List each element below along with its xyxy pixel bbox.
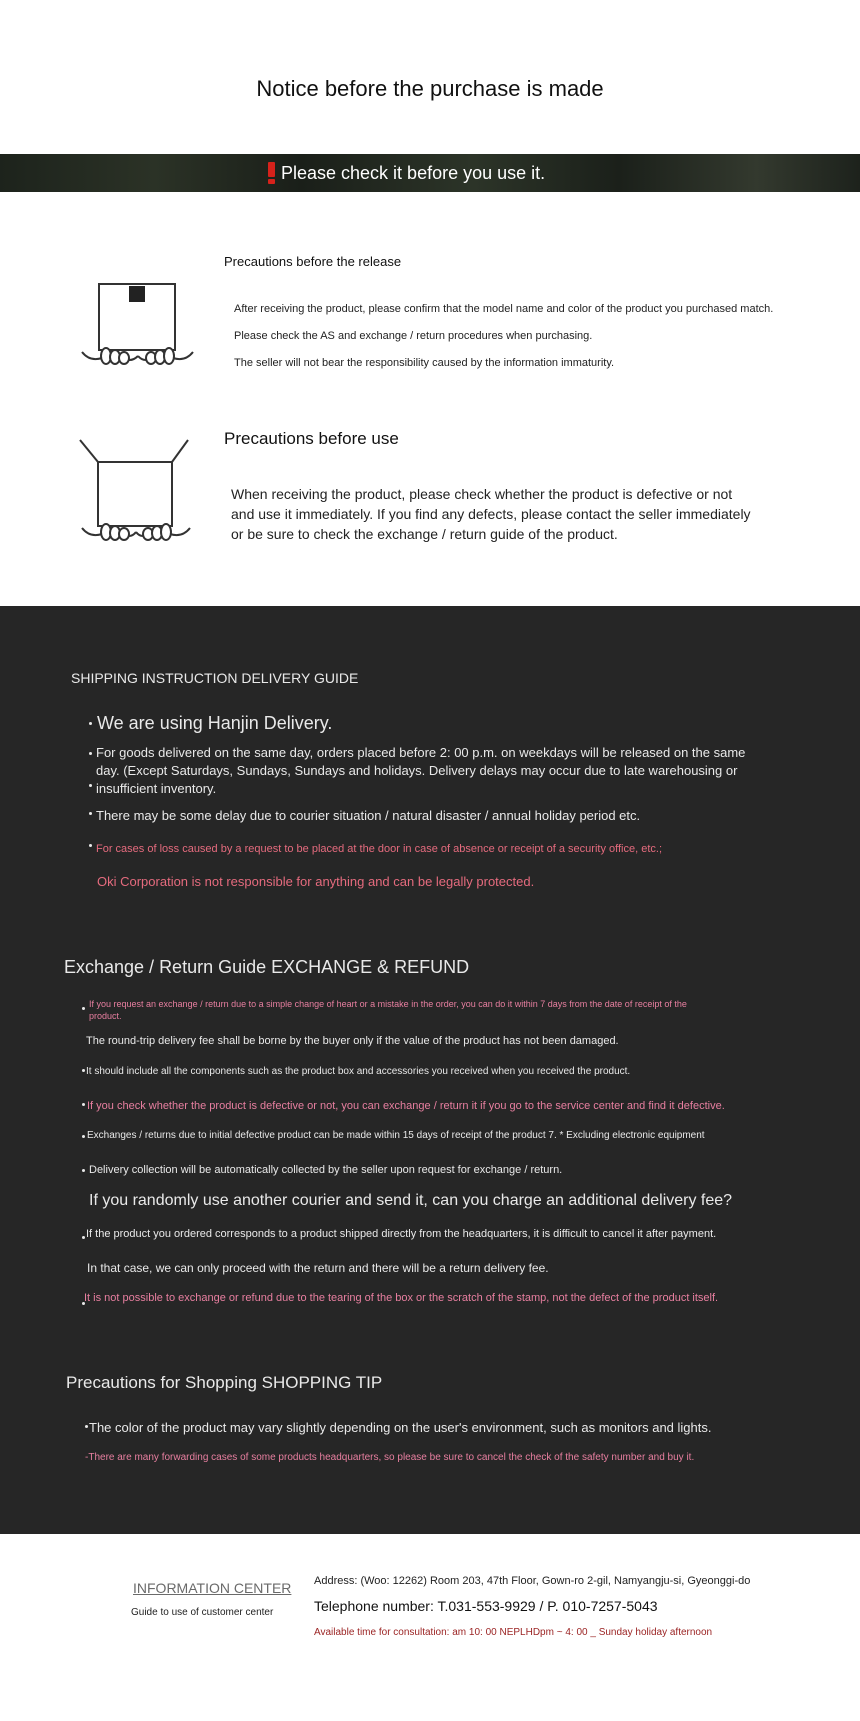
use-heading: Precautions before use — [224, 429, 399, 448]
open-box-with-hands-icon — [78, 438, 193, 548]
consultation-hours: Available time for consultation: am 10: 00 NEPLHDpm ~ 4: 00 _ Sunday holiday afternoon — [314, 1627, 713, 1638]
exchange-return-fee: In that case, we can only proceed with the return and there will be a return delivery fee. — [87, 1261, 549, 1275]
info-center-title: INFORMATION CENTER — [133, 1580, 292, 1596]
shipping-loss: For cases of loss caused by a request to be placed at the door in case of absence or receipt of a security office, etc.; — [96, 843, 663, 855]
bullet — [82, 1169, 85, 1172]
bullet — [82, 1236, 85, 1239]
release-line-3: The seller will not bear the responsibility caused by the information immaturity. — [234, 357, 615, 369]
notice-banner — [0, 154, 860, 192]
bullet — [89, 752, 92, 755]
exchange-service-center: If you check whether the product is defective or not, you can exchange / return it if you go to the service center and find it defective. — [87, 1100, 725, 1112]
bullet — [82, 1135, 85, 1138]
exchange-components: It should include all the components such as the product box and accessories you received when you received the product. — [86, 1066, 631, 1077]
release-heading: Precautions before the release — [224, 254, 402, 269]
address: Address: (Woo: 12262) Room 203, 47th Floor, Gown-ro 2-gil, Namyangju-si, Gyeonggi-do — [314, 1575, 751, 1587]
info-center-subtitle: Guide to use of customer center — [131, 1607, 274, 1618]
shipping-hanjin: We are using Hanjin Delivery. — [97, 713, 333, 733]
bullet — [82, 1103, 85, 1106]
shopping-heading: Precautions for Shopping SHOPPING TIP — [66, 1373, 383, 1392]
bullet — [89, 784, 92, 787]
exchange-tearing: It is not possible to exchange or refund due to the tearing of the box or the scratch of the stamp, not the defect of the product itself. — [84, 1292, 719, 1304]
shipping-responsibility: Oki Corporation is not responsible for anything and can be legally protected. — [97, 874, 535, 889]
release-line-1: After receiving the product, please confirm that the model name and color of the product you purchased match. — [234, 303, 774, 315]
exchange-change-of-heart: If you request an exchange / return due to a simple change of heart or a mistake in the order, you can do it within 7 days from the date of receipt of the product. — [89, 999, 687, 1021]
release-line-2: Please check the AS and exchange / return procedures when purchasing. — [234, 330, 593, 342]
shipping-delay: There may be some delay due to courier situation / natural disaster / annual holiday period etc. — [96, 808, 641, 823]
bullet — [85, 1425, 88, 1428]
exchange-collection: Delivery collection will be automatically collected by the seller upon request for exchange / return. — [89, 1164, 563, 1176]
exchange-initial-defect: Exchanges / returns due to initial defective product can be made within 15 days of receipt of the product 7. * Excluding electronic equipment — [87, 1130, 705, 1141]
exchange-round-trip: The round-trip delivery fee shall be borne by the buyer only if the value of the product has not been damaged. — [86, 1035, 619, 1047]
shopping-forwarding: -There are many forwarding cases of some products headquarters, so please be sure to cancel the check of the safety number and buy it. — [85, 1452, 695, 1463]
page-title: Notice before the purchase is made — [256, 76, 604, 101]
exchange-heading: Exchange / Return Guide EXCHANGE & REFUND — [64, 957, 470, 977]
exclamation-icon — [268, 162, 275, 184]
bullet — [82, 1007, 85, 1010]
shipping-same-day: For goods delivered on the same day, orders placed before 2: 00 p.m. on weekdays will be released on the same day. (Except Saturdays, Sundays, Sundays and holidays. Delivery delays may occur due to late warehousing or insufficient inventory. — [96, 745, 746, 796]
bullet — [89, 722, 92, 725]
exchange-another-courier: If you randomly use another courier and send it, can you charge an additional delivery fee? — [89, 1192, 733, 1209]
telephone: Telephone number: T.031-553-9929 / P. 010-7257-5043 — [314, 1598, 658, 1614]
bullet — [89, 844, 92, 847]
banner-text: Please check it before you use it. — [281, 162, 546, 183]
exchange-headquarters: If the product you ordered corresponds to a product shipped directly from the headquarters, it is difficult to cancel it after payment. — [86, 1228, 717, 1240]
use-text: When receiving the product, please check whether the product is defective or not and use it immediately. If you find any defects, please contact the seller immediately or be sure to check the exchange / return guide of the product. — [231, 486, 751, 542]
box-with-hands-icon — [80, 280, 195, 372]
bullet — [82, 1069, 85, 1072]
bullet — [89, 812, 92, 815]
shipping-heading: SHIPPING INSTRUCTION DELIVERY GUIDE — [71, 670, 359, 686]
banner-content — [268, 157, 545, 189]
shopping-color: The color of the product may vary slightly depending on the user's environment, such as monitors and lights. — [89, 1420, 712, 1435]
